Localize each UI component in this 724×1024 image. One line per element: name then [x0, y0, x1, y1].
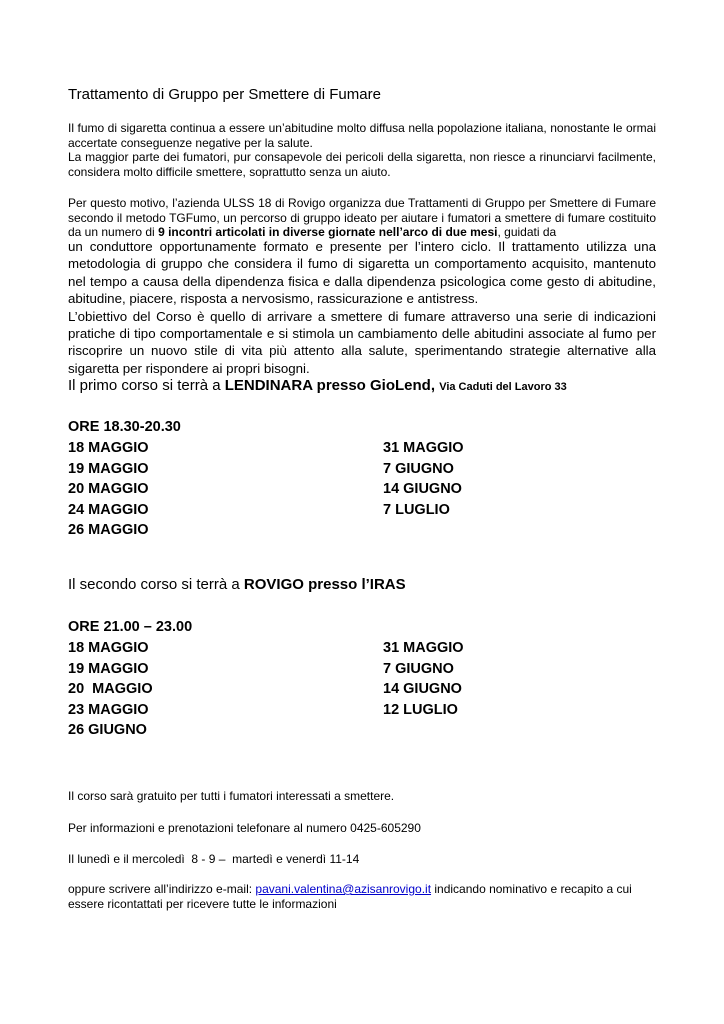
course2-time: ORE 21.00 – 23.00: [68, 619, 193, 635]
date-item: 18 MAGGIO: [68, 640, 149, 656]
course2-schedule: [68, 617, 656, 741]
date-item: 23 MAGGIO: [68, 701, 149, 718]
course1-right-dates: [383, 438, 464, 541]
course2-right-dates: [383, 638, 464, 741]
opening-hours: Il lunedì e il mercoledì 8 - 9 – martedì e venerdì 11-14: [68, 852, 360, 866]
date-item: 19 MAGGIO: [68, 460, 149, 477]
email-suffix: indicando nominativo e recapito a cui essere ricontattati per ricevere tutte le informazioni: [68, 882, 632, 911]
intro-paragraph: [68, 121, 656, 179]
email-info: [68, 882, 656, 911]
course1-schedule: [68, 417, 656, 541]
course1-address: Via Caduti del Lavoro 33: [439, 381, 567, 393]
date-item: 7 GIUGNO: [383, 660, 454, 677]
date-item: 31 MAGGIO: [383, 640, 464, 656]
course1-time: ORE 18.30-20.30: [68, 419, 181, 435]
free-course-note: Il corso sarà gratuito per tutti i fumatori interessati a smettere.: [68, 789, 395, 803]
course2-place: ROVIGO presso l’IRAS: [243, 576, 406, 593]
date-item: 19 MAGGIO: [68, 660, 149, 677]
date-item: 7 LUGLIO: [383, 501, 450, 518]
date-item: 24 MAGGIO: [68, 501, 149, 518]
motivo-after: , guidati da: [497, 225, 557, 239]
date-item: 31 MAGGIO: [383, 440, 464, 456]
date-item: 12 LUGLIO: [383, 701, 458, 718]
course1-place: LENDINARA presso GioLend,: [224, 377, 436, 394]
intro-line-1: Il fumo di sigaretta continua a essere un’abitudine molto diffusa nella popolazione italiana, nonostante le ormai accertate conseguenze negative per la salute.: [68, 121, 656, 150]
course1-intro: Il primo corso si terrà a: [68, 377, 225, 394]
email-link[interactable]: pavani.valentina@azisanrovigo.it: [255, 882, 432, 896]
date-item: 26 GIUGNO: [68, 722, 147, 738]
course2-heading: [68, 576, 406, 593]
date-item: 7 GIUGNO: [383, 460, 454, 477]
course2-left-dates: [68, 638, 383, 741]
date-item: 20 MAGGIO: [68, 681, 153, 697]
phone-info: Per informazioni e prenotazioni telefonare al numero 0425-605290: [68, 821, 421, 835]
course2-intro: Il secondo corso si terrà a: [68, 576, 244, 593]
motivo-bold: 9 incontri articolati in diverse giornate nell’arco di due mesi: [158, 225, 498, 239]
date-item: 26 MAGGIO: [68, 522, 149, 538]
date-item: 18 MAGGIO: [68, 440, 149, 456]
course1-left-dates: [68, 438, 383, 541]
course1-heading: [68, 377, 567, 394]
document-title: Trattamento di Gruppo per Smettere di Fumare: [68, 86, 381, 103]
motivo-paragraph: [68, 196, 656, 240]
motivo-text: Per questo motivo, l’azienda ULSS 18 di Rovigo organizza due Trattamenti di Gruppo per Smettere di Fumare secondo il metodo TGFumo, un percorso di gruppo ideato per aiutare i fumatori a smettere di fumare costituito da un numero di: [68, 196, 656, 239]
method-paragraph: [68, 238, 656, 377]
method-text-2: L’obiettivo del Corso è quello di arrivare a smettere di fumare attraverso una serie di indicazioni pratiche di tipo comportamentale e si stimola un cambiamento delle abitudini associate al fumo per riscoprire un nuovo stile di vita più attento alla salute, sperimentando strategie alternative alla sigaretta per rispondere ai propri bisogni.: [68, 308, 656, 376]
intro-line-2: La maggior parte dei fumatori, pur consapevole dei pericoli della sigaretta, non riesce a rinunciarvi facilmente, considera molto difficile smettere, soprattutto senza un aiuto.: [68, 150, 656, 179]
date-item: 20 MAGGIO: [68, 481, 149, 497]
email-prefix: oppure scrivere all’indirizzo e-mail:: [68, 882, 256, 896]
date-item: 14 GIUGNO: [383, 681, 462, 697]
date-item: 14 GIUGNO: [383, 481, 462, 497]
method-text-1: un conduttore opportunamente formato e presente per l’intero ciclo. Il trattamento utilizza una metodologia di gruppo che considera il fumo di sigaretta un comportamento acquisito, mantenuto nel tempo a causa della dipendenza fisica e dalla dipendenza psicologica come gesto di abitudine, abitudine, piacere, risposta a nervosismo, rassicurazione e antistress.: [68, 239, 656, 307]
